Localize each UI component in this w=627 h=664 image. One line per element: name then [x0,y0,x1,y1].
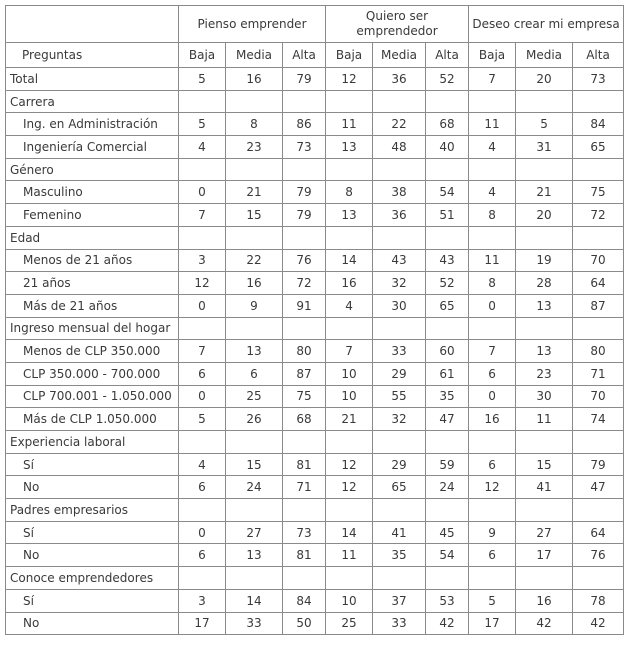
value-cell: 38 [373,181,426,204]
table-row [6,476,624,499]
value-cell: 12 [326,453,373,476]
value-cell [373,226,426,249]
value-cell: 4 [179,136,226,159]
table-row [6,453,624,476]
section-row [6,158,624,181]
value-cell: 75 [573,181,624,204]
table-row [6,294,624,317]
value-cell [373,317,426,340]
value-cell: 7 [469,340,516,363]
value-cell: 5 [179,113,226,136]
value-cell: 6 [469,362,516,385]
value-cell: 19 [516,249,573,272]
value-cell: 31 [516,136,573,159]
value-cell: 73 [283,136,326,159]
table-row [6,181,624,204]
section-label: Conoce emprendedores [6,567,179,590]
row-label: CLP 700.001 - 1.050.000 [6,385,179,408]
value-cell: 11 [516,408,573,431]
value-cell: 42 [573,612,624,635]
value-cell: 12 [179,272,226,295]
value-cell: 47 [426,408,469,431]
value-cell: 23 [226,136,283,159]
value-cell: 64 [573,521,624,544]
value-cell: 13 [226,544,283,567]
value-cell [226,158,283,181]
value-cell [516,567,573,590]
value-cell: 8 [469,204,516,227]
group-header: Deseo crear mi empresa [469,6,624,43]
value-cell [573,431,624,454]
section-row [6,226,624,249]
row-label: Menos de 21 años [6,249,179,272]
value-cell: 16 [516,589,573,612]
value-cell: 27 [516,521,573,544]
value-cell: 5 [469,589,516,612]
value-cell: 11 [469,113,516,136]
value-cell: 16 [226,68,283,91]
row-label: No [6,476,179,499]
value-cell: 6 [179,544,226,567]
value-cell [426,431,469,454]
value-cell: 0 [469,294,516,317]
table-row [6,408,624,431]
level-header: Alta [426,43,469,68]
row-label: Más de CLP 1.050.000 [6,408,179,431]
row-label: Femenino [6,204,179,227]
value-cell: 24 [226,476,283,499]
value-cell: 41 [373,521,426,544]
value-cell: 4 [469,136,516,159]
value-cell [326,499,373,522]
value-cell [179,431,226,454]
value-cell [226,499,283,522]
value-cell [469,499,516,522]
value-cell: 35 [373,544,426,567]
value-cell [179,158,226,181]
value-cell: 61 [426,362,469,385]
value-cell: 29 [373,453,426,476]
value-cell: 79 [283,204,326,227]
value-cell: 4 [326,294,373,317]
table-row [6,385,624,408]
row-label: Menos de CLP 350.000 [6,340,179,363]
value-cell: 75 [283,385,326,408]
value-cell [373,499,426,522]
value-cell: 8 [469,272,516,295]
value-cell: 45 [426,521,469,544]
level-header: Baja [326,43,373,68]
value-cell: 30 [516,385,573,408]
value-cell: 22 [373,113,426,136]
value-cell: 73 [283,521,326,544]
value-cell: 20 [516,204,573,227]
value-cell: 14 [326,521,373,544]
value-cell: 53 [426,589,469,612]
value-cell: 65 [573,136,624,159]
value-cell: 13 [516,294,573,317]
value-cell [326,90,373,113]
value-cell: 13 [326,136,373,159]
value-cell: 25 [326,612,373,635]
value-cell [426,567,469,590]
section-row [6,499,624,522]
value-cell: 36 [373,68,426,91]
value-cell: 16 [469,408,516,431]
value-cell [283,317,326,340]
value-cell: 76 [283,249,326,272]
value-cell: 0 [179,385,226,408]
value-cell: 6 [226,362,283,385]
value-cell: 15 [516,453,573,476]
value-cell: 9 [226,294,283,317]
value-cell: 23 [516,362,573,385]
value-cell: 86 [283,113,326,136]
value-cell [426,226,469,249]
value-cell: 72 [573,204,624,227]
section-row [6,431,624,454]
value-cell [283,499,326,522]
table-row [6,362,624,385]
level-header: Alta [573,43,624,68]
value-cell [573,499,624,522]
value-cell [373,90,426,113]
value-cell [516,431,573,454]
value-cell: 52 [426,68,469,91]
value-cell: 80 [573,340,624,363]
level-header: Baja [469,43,516,68]
value-cell [373,431,426,454]
value-cell: 24 [426,476,469,499]
value-cell [469,431,516,454]
value-cell: 32 [373,408,426,431]
value-cell [516,158,573,181]
table-row [6,204,624,227]
value-cell: 54 [426,544,469,567]
value-cell: 3 [179,249,226,272]
row-label: Total [6,68,179,91]
empty-corner [6,6,179,43]
value-cell: 7 [469,68,516,91]
value-cell [283,158,326,181]
table-row [6,521,624,544]
row-label: Ingeniería Comercial [6,136,179,159]
value-cell: 78 [573,589,624,612]
value-cell: 87 [283,362,326,385]
value-cell: 71 [573,362,624,385]
value-cell [326,158,373,181]
value-cell [326,567,373,590]
row-label: Sí [6,589,179,612]
value-cell: 68 [283,408,326,431]
table-row [6,340,624,363]
value-cell [373,567,426,590]
row-label: Más de 21 años [6,294,179,317]
value-cell: 0 [179,294,226,317]
section-label: Padres empresarios [6,499,179,522]
value-cell: 13 [226,340,283,363]
row-label: Ing. en Administración [6,113,179,136]
value-cell: 13 [326,204,373,227]
value-cell [226,317,283,340]
value-cell: 0 [179,181,226,204]
value-cell [226,90,283,113]
value-cell: 8 [226,113,283,136]
value-cell: 54 [426,181,469,204]
table-row [6,544,624,567]
value-cell: 15 [226,453,283,476]
row-label: Sí [6,453,179,476]
value-cell [426,499,469,522]
table-row [6,272,624,295]
value-cell [326,317,373,340]
value-cell [426,158,469,181]
value-cell: 0 [179,521,226,544]
value-cell [283,226,326,249]
value-cell: 68 [426,113,469,136]
value-cell: 4 [469,181,516,204]
value-cell [573,226,624,249]
row-label: Masculino [6,181,179,204]
value-cell: 91 [283,294,326,317]
value-cell: 35 [426,385,469,408]
value-cell [226,431,283,454]
value-cell: 10 [326,362,373,385]
value-cell [179,90,226,113]
value-cell [179,499,226,522]
value-cell: 27 [226,521,283,544]
value-cell [326,431,373,454]
value-cell: 10 [326,589,373,612]
value-cell: 8 [326,181,373,204]
value-cell: 11 [469,249,516,272]
value-cell [179,226,226,249]
section-label: Edad [6,226,179,249]
value-cell: 5 [179,68,226,91]
value-cell [469,158,516,181]
group-header-row [6,6,624,43]
value-cell: 6 [179,362,226,385]
value-cell: 70 [573,385,624,408]
value-cell: 65 [426,294,469,317]
value-cell [573,317,624,340]
value-cell: 22 [226,249,283,272]
value-cell: 21 [326,408,373,431]
value-cell: 84 [573,113,624,136]
value-cell: 80 [283,340,326,363]
value-cell: 6 [469,544,516,567]
value-cell: 21 [226,181,283,204]
value-cell: 20 [516,68,573,91]
table-row [6,249,624,272]
row-label: No [6,544,179,567]
row-label: CLP 350.000 - 700.000 [6,362,179,385]
value-cell: 74 [573,408,624,431]
value-cell: 36 [373,204,426,227]
value-cell [226,226,283,249]
value-cell: 73 [573,68,624,91]
value-cell: 16 [226,272,283,295]
value-cell: 40 [426,136,469,159]
value-cell: 47 [573,476,624,499]
value-cell: 79 [573,453,624,476]
value-cell: 7 [179,204,226,227]
level-header-row [6,43,624,68]
value-cell [469,317,516,340]
value-cell: 33 [373,612,426,635]
value-cell: 6 [469,453,516,476]
value-cell: 21 [516,181,573,204]
value-cell [283,90,326,113]
value-cell [426,90,469,113]
value-cell: 5 [179,408,226,431]
value-cell: 79 [283,181,326,204]
value-cell: 60 [426,340,469,363]
level-header: Media [226,43,283,68]
value-cell: 55 [373,385,426,408]
level-header: Media [373,43,426,68]
value-cell: 30 [373,294,426,317]
value-cell: 42 [516,612,573,635]
value-cell: 33 [373,340,426,363]
value-cell: 70 [573,249,624,272]
group-header: Pienso emprender [179,6,326,43]
value-cell [179,567,226,590]
value-cell: 9 [469,521,516,544]
value-cell: 7 [326,340,373,363]
value-cell: 79 [283,68,326,91]
section-row [6,317,624,340]
group-header: Quiero ser emprendedor [326,6,469,43]
value-cell: 64 [573,272,624,295]
value-cell [326,226,373,249]
value-cell: 81 [283,544,326,567]
value-cell [573,567,624,590]
value-cell: 25 [226,385,283,408]
table-row [6,68,624,91]
value-cell: 41 [516,476,573,499]
value-cell: 29 [373,362,426,385]
value-cell: 52 [426,272,469,295]
value-cell: 12 [326,68,373,91]
value-cell: 59 [426,453,469,476]
value-cell: 7 [179,340,226,363]
value-cell [469,90,516,113]
value-cell [283,567,326,590]
value-cell: 72 [283,272,326,295]
value-cell [516,317,573,340]
section-label: Carrera [6,90,179,113]
value-cell [573,158,624,181]
value-cell: 51 [426,204,469,227]
value-cell: 32 [373,272,426,295]
section-label: Género [6,158,179,181]
table-body [6,68,624,635]
row-label: 21 años [6,272,179,295]
row-label: No [6,612,179,635]
value-cell: 76 [573,544,624,567]
value-cell: 0 [469,385,516,408]
value-cell: 4 [179,453,226,476]
value-cell: 13 [516,340,573,363]
value-cell: 81 [283,453,326,476]
value-cell: 37 [373,589,426,612]
table-row [6,113,624,136]
data-table [5,5,624,635]
value-cell: 14 [326,249,373,272]
value-cell [469,226,516,249]
value-cell: 65 [373,476,426,499]
value-cell [283,431,326,454]
level-header: Baja [179,43,226,68]
value-cell [469,567,516,590]
section-row [6,567,624,590]
table-row [6,136,624,159]
value-cell: 48 [373,136,426,159]
value-cell [426,317,469,340]
value-cell: 16 [326,272,373,295]
value-cell [373,158,426,181]
value-cell: 14 [226,589,283,612]
value-cell: 3 [179,589,226,612]
value-cell: 15 [226,204,283,227]
row-label: Sí [6,521,179,544]
value-cell: 84 [283,589,326,612]
value-cell [516,90,573,113]
value-cell [516,226,573,249]
section-row [6,90,624,113]
value-cell [179,317,226,340]
value-cell [516,499,573,522]
value-cell [226,567,283,590]
value-cell: 50 [283,612,326,635]
value-cell: 33 [226,612,283,635]
level-header: Alta [283,43,326,68]
value-cell: 12 [469,476,516,499]
table-row [6,612,624,635]
value-cell: 17 [179,612,226,635]
value-cell: 5 [516,113,573,136]
value-cell: 17 [516,544,573,567]
value-cell: 12 [326,476,373,499]
value-cell: 71 [283,476,326,499]
value-cell [573,90,624,113]
value-cell: 11 [326,544,373,567]
value-cell: 17 [469,612,516,635]
section-label: Experiencia laboral [6,431,179,454]
value-cell: 87 [573,294,624,317]
section-label: Ingreso mensual del hogar [6,317,179,340]
table-row [6,589,624,612]
value-cell: 43 [426,249,469,272]
value-cell: 43 [373,249,426,272]
level-header: Media [516,43,573,68]
value-cell: 10 [326,385,373,408]
value-cell: 6 [179,476,226,499]
value-cell: 26 [226,408,283,431]
value-cell: 42 [426,612,469,635]
value-cell: 28 [516,272,573,295]
value-cell: 11 [326,113,373,136]
questions-header: Preguntas [6,43,179,68]
